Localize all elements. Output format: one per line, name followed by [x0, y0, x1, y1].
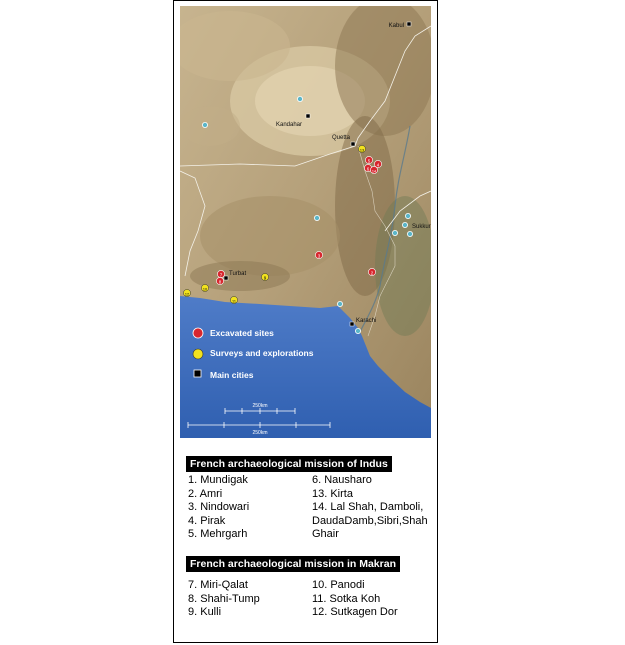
site-marker-8 [216, 277, 223, 284]
site-number: 5 [367, 158, 371, 164]
list-item: 6. Nausharo [312, 474, 372, 486]
site-marker-14 [370, 166, 377, 173]
legend-excavated-swatch [193, 328, 203, 338]
indus-list-right [312, 474, 428, 542]
site-number: 12 [184, 292, 190, 297]
legend-cities-swatch [194, 370, 201, 377]
list-item: 9. Kulli [188, 606, 222, 619]
site-marker-13 [358, 145, 365, 152]
city-label-turbat: Turbat [229, 271, 247, 277]
site-marker-5 [365, 156, 372, 163]
city-marker-turbat [224, 276, 228, 280]
site-number: 6 [366, 166, 370, 172]
list-item: 3. Nindowari [188, 501, 250, 514]
indus-list-left [188, 474, 249, 542]
list-item: 14. Lal Shah, Damboli, [312, 501, 424, 514]
list-item: Ghair [312, 528, 339, 541]
city-label-kandahar: Kandahar [276, 122, 303, 128]
city-label-kabul: Kabul [388, 23, 404, 29]
city-marker-quetta [351, 142, 355, 146]
makran-list-right [312, 579, 398, 620]
site-number: 8 [218, 279, 222, 285]
city-label-quetta: Quetta [332, 135, 351, 141]
list-item: 13. Kirta [312, 487, 353, 500]
list-item: 2. Amri [188, 487, 223, 500]
site-marker-7 [217, 270, 224, 277]
list-item: 12. Sutkagen Dor [312, 606, 398, 619]
site-marker-11 [230, 296, 237, 303]
list-item: 4. Pirak [188, 514, 226, 527]
list-item: 5. Mehrgarh [188, 528, 248, 541]
site-number: 2 [370, 270, 374, 276]
city-marker-karachi [350, 322, 354, 326]
site-number: 7 [219, 272, 223, 278]
makran-list-left [188, 579, 260, 620]
indus-section-title: French archaeological mission of Indus [186, 456, 392, 472]
list-item: 11. Sotka Koh [312, 592, 381, 605]
site-marker-10 [201, 284, 208, 291]
city-label-sukkur: Sukkur [412, 224, 431, 230]
scale-bar-lower-label: 250km [252, 430, 268, 436]
city-marker-kandahar [306, 114, 310, 118]
site-marker-12 [183, 289, 190, 296]
list-item: DaudaDamb,Sibri,Shah [312, 514, 428, 527]
site-marker-2 [368, 268, 375, 275]
city-label-karachi: Karachi [356, 318, 377, 324]
site-marker-3 [315, 251, 322, 258]
legend-excavated-label: Excavated sites [210, 328, 274, 338]
site-number: 14 [371, 169, 377, 174]
list-item: 1. Mundigak [188, 474, 248, 486]
city-marker-kabul [407, 22, 411, 26]
site-number: 3 [317, 253, 321, 259]
site-number: 4 [376, 162, 380, 168]
site-number: 9 [263, 275, 267, 281]
scale-bar-upper-label: 250km [252, 403, 268, 409]
legend-cities-label: Main cities [210, 370, 254, 380]
site-marker-9 [261, 273, 268, 280]
site-number: 11 [232, 299, 236, 304]
list-item: 8. Shahi-Tump [188, 592, 260, 605]
list-item: 7. Miri-Qalat [188, 579, 248, 591]
list-item: 10. Panodi [312, 579, 365, 591]
makran-section-title: French archaeological mission in Makran [186, 556, 400, 572]
legend-surveys-swatch [193, 349, 203, 359]
site-number: 10 [202, 287, 208, 292]
site-number: 13 [359, 148, 365, 153]
legend-surveys-label: Surveys and explorations [210, 348, 314, 358]
map [180, 6, 431, 438]
